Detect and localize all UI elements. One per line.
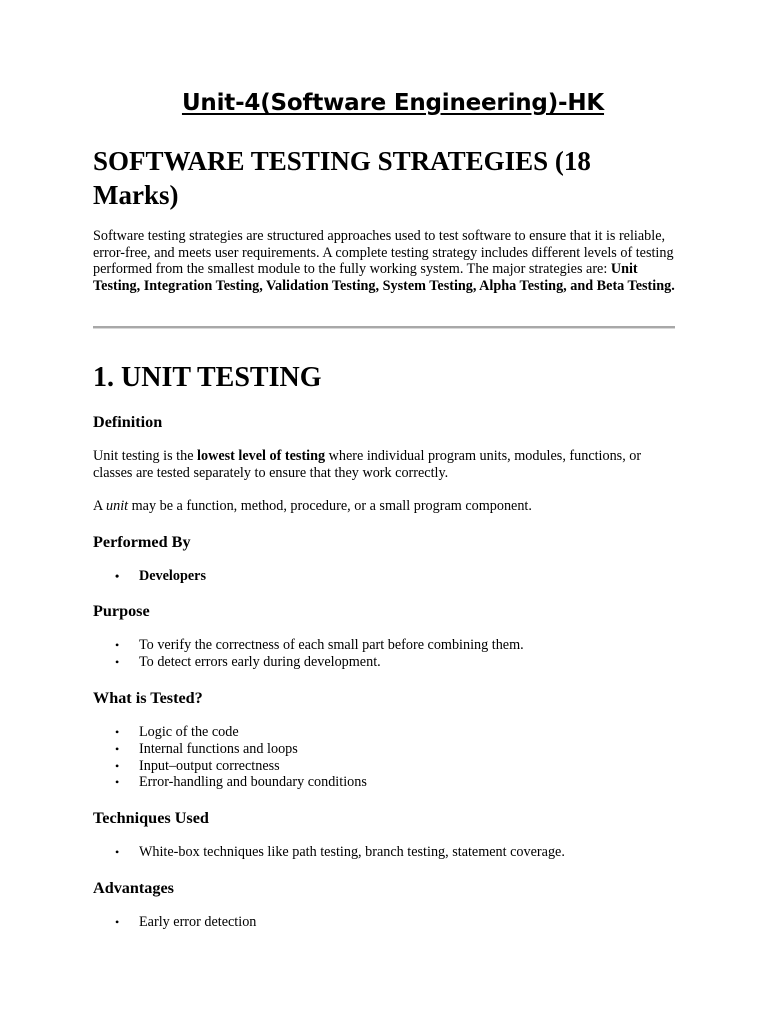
section-heading-unit-testing: 1. UNIT TESTING [93,362,322,393]
list-item: • White-box techniques like path testing, branch testing, statement coverage. [93,844,565,861]
intro-strategies: Unit Testing, Integration Testing, Validation Testing, System Testing, Alpha Testing, and Beta Testing [93,261,672,294]
list-item: • To detect errors early during development. [93,654,524,671]
list-item: • Developers [93,568,206,585]
document-title: SOFTWARE TESTING STRATEGIES (18 Marks) [93,146,591,210]
definition-text-start: Unit testing is the [93,448,198,464]
heading-performed-by: Performed By [93,533,191,551]
list-item: • Error-handling and boundary conditions [93,774,367,791]
page-header-title: Unit-4(Software Engineering)-HK [181,90,605,116]
list-item: • Internal functions and loops [93,741,367,758]
definition-emphasis: lowest level of testing [197,448,326,464]
list-item: • Logic of the code [93,724,367,741]
performed-by-list [93,568,206,585]
heading-advantages: Advantages [93,879,174,897]
heading-what-is-tested: What is Tested? [93,689,203,707]
list-item: • To verify the correctness of each small part before combining them. [93,637,524,654]
horizontal-divider [93,326,675,329]
list-item: • Early error detection [93,914,256,931]
intro-end: . [671,277,675,294]
heading-purpose: Purpose [93,602,150,620]
advantages-list [93,914,256,931]
definition-text-end: where individual program units, modules, functions, or classes are tested separately to ensure that they work correctly. [93,448,642,481]
unit-italic: unit [106,498,129,514]
definition-paragraph [93,448,678,481]
unit-text-start: A [93,498,107,514]
list-item: • Input–output correctness [93,758,367,775]
heading-techniques-used: Techniques Used [93,809,209,827]
purpose-list [93,637,524,671]
intro-text: Software testing strategies are structured approaches used to test software to ensure that it is reliable, error-free, and meets user requirements. A complete testing strategy includes different levels of testing performed from the smallest module to the fully working system. The major strategies are: [93,228,674,278]
intro-paragraph [93,228,678,294]
what-tested-list [93,724,367,791]
unit-paragraph [93,498,678,515]
heading-definition: Definition [93,413,163,431]
unit-text-end: may be a function, method, procedure, or a small program component. [128,498,532,514]
techniques-list [93,844,565,861]
